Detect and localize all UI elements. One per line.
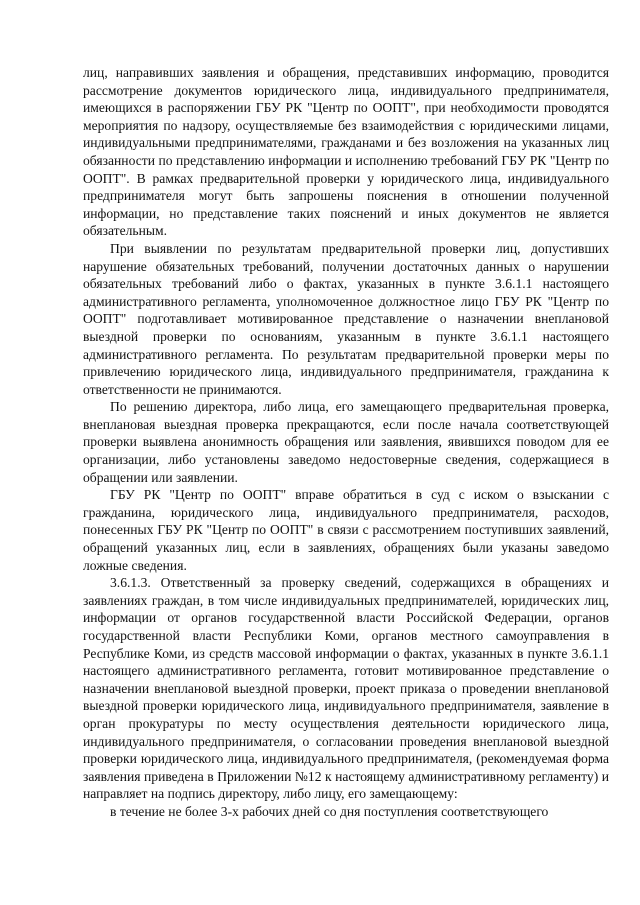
paragraph-preliminary-check-results: При выявлении по результатам предварительной проверки лиц, допустивших нарушение обязательных требований, получении достаточных данных о нарушении обязательных требований либо о фактах, указанных в пункте 3.6.1.1 настоящего административного регламента, уполномоченное должностное лицо ГБУ РК "Центр по ООПТ" подготавливает мотивированное представление о назначении внеплановой выездной проверки по основаниям, указанным в пункте 3.6.1.1 настоящего административного регламента. По результатам предварительной проверки меры по привлечению юридического лица, индивидуального предпринимателя, гражданина к ответственности не принимаются. (83, 240, 609, 397)
paragraph-deadline: в течение не более 3-х рабочих дней со дня поступления соответствующего (110, 803, 549, 819)
paragraph-termination-of-check: По решению директора, либо лица, его замещающего предварительная проверка, внеплановая выездная проверка прекращаются, если после начала соответствующей проверки выявлена анонимность обращения или заявления, явившихся поводом для ее организации, либо установлены заведомо недостоверные сведения, содержащиеся в обращении или заявлении. (83, 399, 609, 485)
paragraph-3-6-1-3: 3.6.1.3. Ответственный за проверку сведений, содержащихся в обращениях и заявлениях граждан, в том числе индивидуальных предпринимателей, юридических лиц, информации от органов государственной власти Российской Федерации, органов государственной власти Республики Коми, органов местного самоуправления в Республике Коми, из средств массовой информации о фактах, указанных в пункте 3.6.1.1 настоящего административного регламента, готовит мотивированное представление о назначении внеплановой выездной проверки, проект приказа о проведении внеплановой выездной проверки юридического лица, индивидуального предпринимателя, заявление в орган прокуратуры по месту осуществления деятельности юридического лица, индивидуального предпринимателя, о согласовании проведения внеплановой выездной проверки юридического лица, индивидуального предпринимателя, (рекомендуемая форма заявления приведена в Приложении №12 к настоящему административному регламенту) и направляет на подпись директору, либо лицу, его замещающему: (83, 575, 609, 802)
paragraph-court-claim: ГБУ РК "Центр по ООПТ" вправе обратиться в суд с иском о взыскании с гражданина, юридического лица, индивидуального предпринимателя, расходов, понесенных ГБУ РК "Центр по ООПТ" в связи с рассмотрением поступивших заявлений, обращений указанных лиц, если в заявлениях, обращениях были указаны заведомо ложные сведения. (83, 487, 609, 573)
paragraph-continuation: лиц, направивших заявления и обращения, представивших информацию, проводится рассмотрение документов юридического лица, индивидуального предпринимателя, имеющихся в распоряжении ГБУ РК "Центр по ООПТ", при необходимости проводятся мероприятия по надзору, осуществляемые без взаимодействия с юридическими лицами, индивидуальными предпринимателями, гражданами и без возложения на указанных лиц обязанности по представлению информации и исполнению требований ГБУ РК "Центр по ООПТ". В рамках предварительной проверки у юридического лица, индивидуального предпринимателя могут быть запрошены пояснения в отношении полученной информации, но представление таких пояснений и иных документов не является обязательным. (83, 65, 609, 239)
document-page (83, 64, 609, 821)
